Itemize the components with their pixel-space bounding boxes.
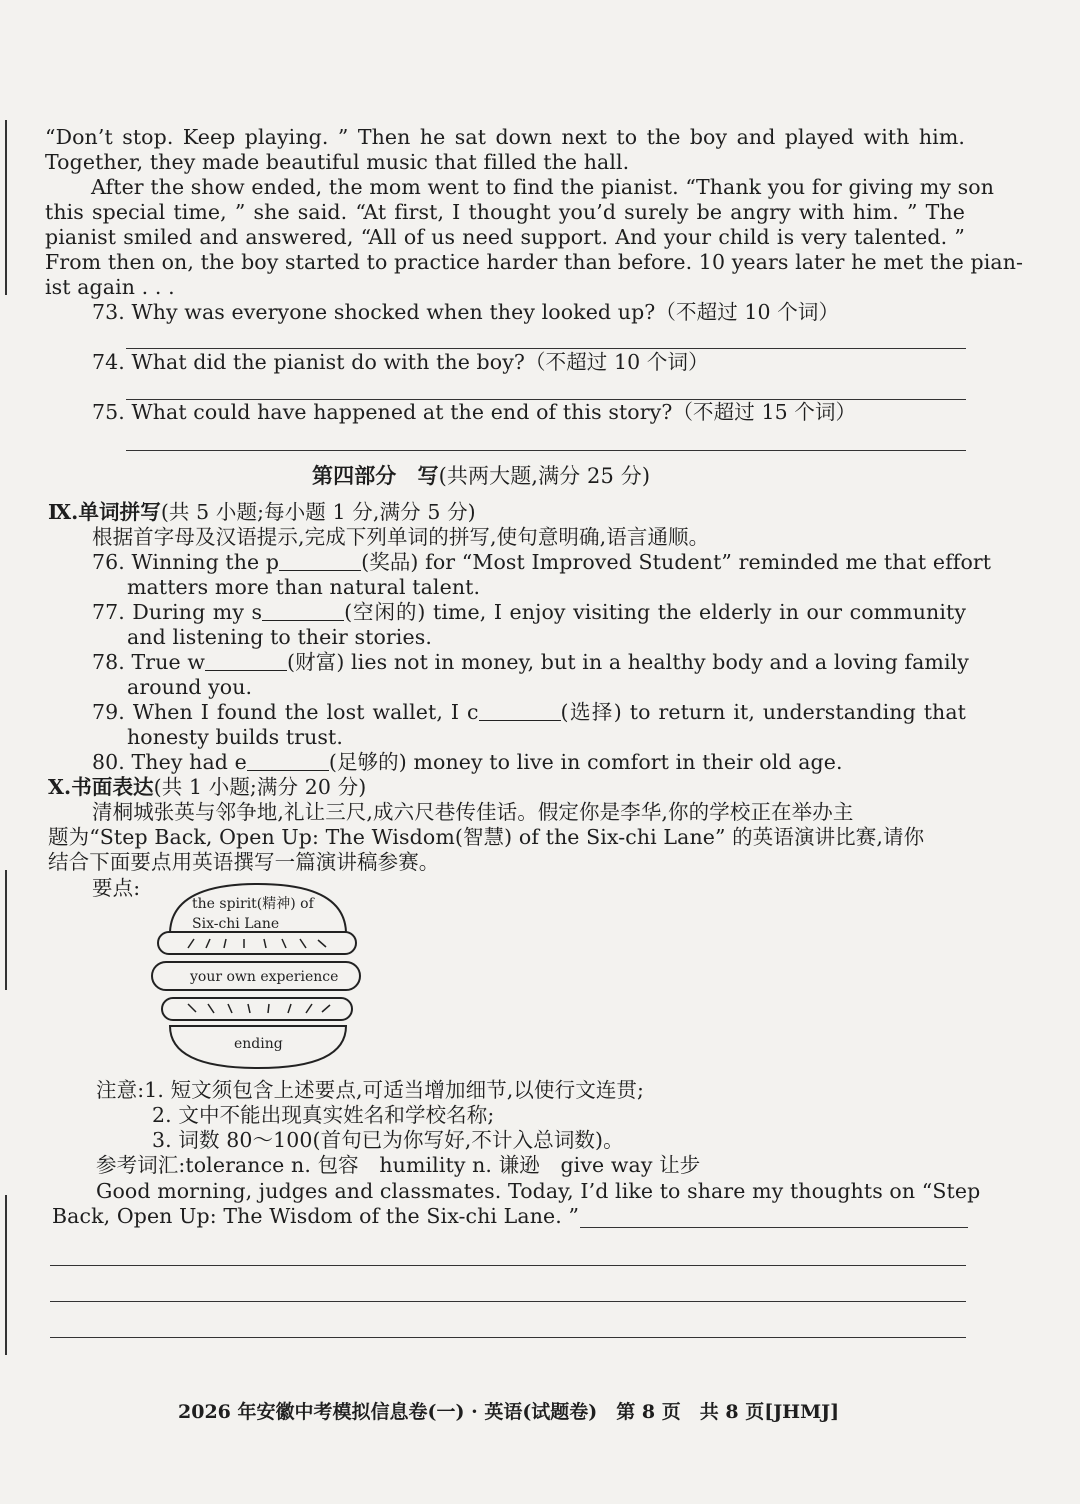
item-text: lies not in money, but in a healthy body and a loving family [351, 650, 969, 674]
part4-info: (共两大题,满分 25 分) [438, 464, 651, 488]
burger-top-text-2: Six-chi Lane [192, 916, 280, 932]
note-line: 3. 词数 80～100(首句已为你写好,不计入总词数)。 [152, 1128, 624, 1152]
burger-lettuce-1 [158, 932, 356, 954]
section9-info: (共 5 小题;每小题 1 分,满分 5 分) [160, 500, 476, 524]
item-number: 76. [92, 550, 125, 574]
spelling-item-77 [92, 600, 966, 625]
item-text: They had e [131, 750, 247, 774]
spelling-item-80 [92, 750, 843, 775]
section10-heading [48, 775, 366, 800]
spelling-item-79 [92, 700, 966, 725]
chinese-hint: (足够的) [328, 750, 407, 774]
prompt-line: 清桐城张英与邻争地,礼让三尺,成六尺巷传佳话。假定你是李华,你的学校正在举办主 [92, 800, 854, 824]
question-75 [92, 400, 856, 425]
page-footer: 2026 年安徽中考模拟信息卷(一) · 英语(试题卷) 第 8 页 共 8 页[JHMJ] [178, 1401, 840, 1423]
item-text: money to live in comfort in their old age. [413, 750, 843, 774]
item-text: to return it, understanding that [629, 700, 967, 724]
item-text: During my s [132, 600, 263, 624]
item-text: for “Most Improved Student” reminded me that effort [425, 550, 992, 574]
question-number: 73. [92, 300, 125, 324]
chinese-hint: (选择) [560, 700, 622, 724]
item-number: 79. [92, 700, 125, 724]
blank-76[interactable] [279, 552, 361, 571]
word-limit: （不超过 15 个词） [672, 400, 857, 424]
writing-line[interactable] [50, 1301, 966, 1302]
item-continuation: matters more than natural talent. [127, 575, 481, 599]
note-line: 2. 文中不能出现真实姓名和学校名称; [152, 1103, 495, 1127]
margin-line [5, 870, 7, 990]
burger-bottom-text: ending [234, 1036, 283, 1052]
prompt-line: 题为“Step Back, Open Up: The Wisdom(智慧) of the Six-chi Lane” 的英语演讲比赛,请你 [48, 825, 925, 849]
item-continuation: around you. [127, 675, 253, 699]
burger-lettuce-2 [162, 998, 352, 1020]
margin-line [5, 1195, 7, 1355]
section9-title: Ⅸ.单词拼写 [48, 500, 161, 524]
section10-title: Ⅹ.书面表达 [48, 775, 154, 799]
writing-line[interactable] [50, 1265, 966, 1266]
question-text: What could have happened at the end of this story? [131, 400, 673, 424]
question-text: What did the pianist do with the boy? [131, 350, 525, 374]
note-line: 注意:1. 短文须包含上述要点,可适当增加细节,以使行文连贯; [96, 1078, 645, 1102]
item-continuation: honesty builds trust. [127, 725, 343, 749]
writing-line[interactable] [50, 1337, 966, 1338]
item-number: 80. [92, 750, 125, 774]
chinese-hint: (空闲的) [344, 600, 426, 624]
lettuce-strokes [188, 939, 326, 948]
blank-77[interactable] [262, 602, 344, 621]
item-continuation: and listening to their stories. [127, 625, 432, 649]
passage-line: From then on, the boy started to practice harder than before. 10 years later he met the pian- [45, 250, 1024, 274]
passage-line: ist again . . . [45, 275, 175, 299]
chinese-hint: (财富) [287, 650, 345, 674]
word-limit: （不超过 10 个词） [655, 300, 840, 324]
opening-line: Good morning, judges and classmates. Today, I’d like to share my thoughts on “Step [96, 1179, 981, 1203]
passage-line: “Don’t stop. Keep playing. ” Then he sat down next to the boy and played with him. [45, 125, 965, 149]
burger-middle-text: your own experience [190, 969, 339, 985]
question-number: 75. [92, 400, 125, 424]
item-text: time, I enjoy visiting the elderly in our community [432, 600, 967, 624]
blank-78[interactable] [205, 652, 287, 671]
question-number: 74. [92, 350, 125, 374]
answer-line-75[interactable] [126, 450, 966, 451]
answer-line-73[interactable] [126, 348, 966, 349]
question-73 [92, 300, 839, 325]
section9-instruction: 根据首字母及汉语提示,完成下列单词的拼写,使句意明确,语言通顺。 [92, 525, 710, 549]
item-number: 77. [92, 600, 125, 624]
margin-line [5, 120, 7, 295]
item-text: Winning the p [131, 550, 280, 574]
section9-heading [48, 500, 476, 525]
chinese-hint: (奖品) [361, 550, 419, 574]
part4-heading [312, 463, 650, 489]
passage-line: After the show ended, the mom went to find the pianist. “Thank you for giving my son [91, 175, 995, 199]
item-number: 78. [92, 650, 125, 674]
blank-80[interactable] [247, 752, 329, 771]
question-74 [92, 350, 709, 375]
burger-diagram [148, 882, 368, 1072]
spelling-item-78 [92, 650, 969, 675]
item-text: When I found the lost wallet, I c [132, 700, 479, 724]
spelling-item-76 [92, 550, 992, 575]
word-limit: （不超过 10 个词） [525, 350, 709, 374]
passage-line: Together, they made beautiful music that filled the hall. [45, 150, 630, 174]
points-label: 要点: [92, 876, 141, 900]
part4-title: 第四部分 写 [312, 463, 439, 488]
item-text: True w [131, 650, 206, 674]
burger-top-text-1: the spirit(精神) of [192, 896, 314, 912]
vocab-line: 参考词汇:tolerance n. 包容 humility n. 谦逊 give way 让步 [96, 1153, 701, 1177]
blank-79[interactable] [479, 702, 561, 721]
passage-line: pianist smiled and answered, “All of us need support. And your child is very talented. ” [45, 225, 965, 249]
lettuce-strokes [188, 1004, 330, 1013]
opening-line: Back, Open Up: The Wisdom of the Six-chi Lane. ” [52, 1204, 580, 1228]
prompt-line: 结合下面要点用英语撰写一篇演讲稿参赛。 [48, 850, 440, 874]
passage-line: this special time, ” she said. “At first, I thought you’d surely be angry with him. ” The [45, 200, 965, 224]
section10-info: (共 1 小题;满分 20 分) [153, 775, 367, 799]
writing-line[interactable] [580, 1227, 968, 1228]
question-text: Why was everyone shocked when they looked up? [131, 300, 656, 324]
